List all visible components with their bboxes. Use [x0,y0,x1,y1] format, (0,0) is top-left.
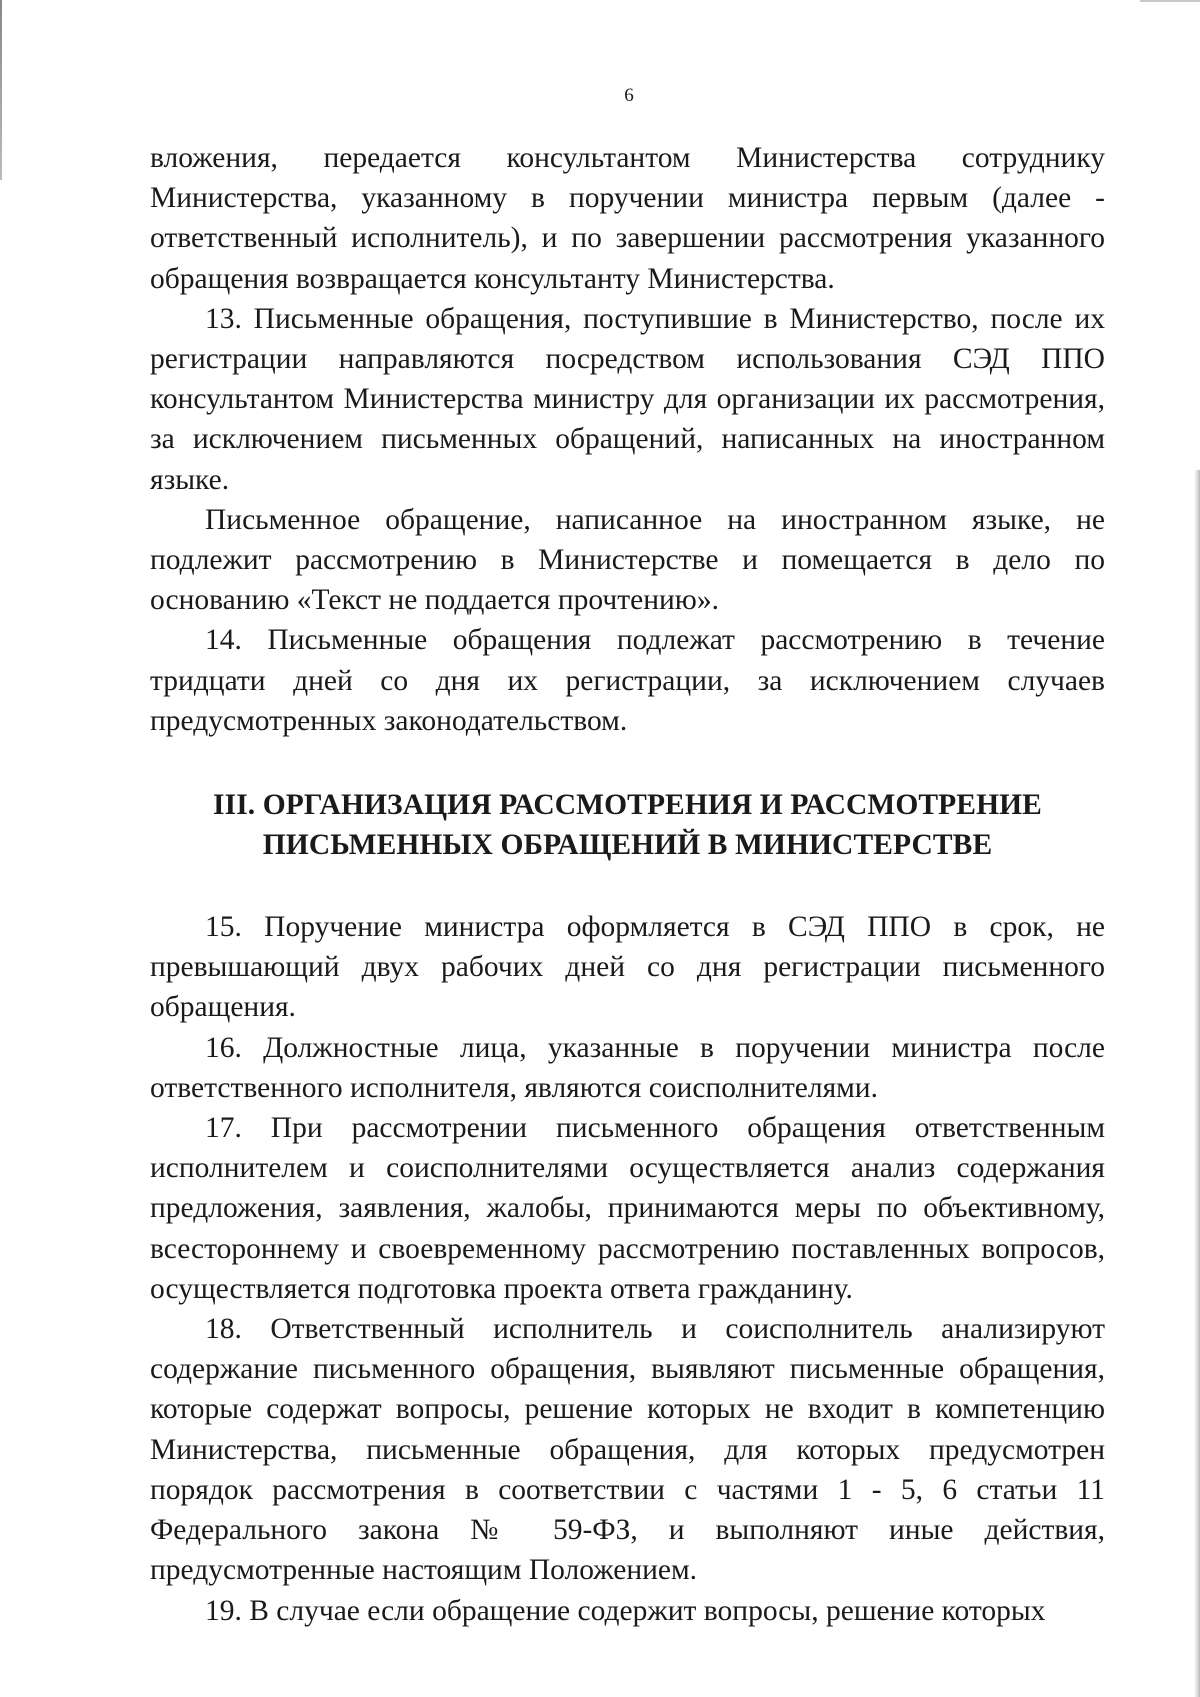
document-body [150,138,1105,1631]
section-heading-line-2: ПИСЬМЕННЫХ ОБРАЩЕНИЙ В МИНИСТЕРСТВЕ [262,829,993,862]
paragraph-continuation: вложения, передается консультантом Министерства сотруднику Министерства, указанному в поручении министра первым (далее - ответственный исполнитель), и по завершении рассмотрения указанного обращения возвращается консультанту Министерства. [150,142,1105,295]
paragraph-16: 16. Должностные лица, указанные в поручении министра после ответственного исполнителя, являются соисполнителями. [150,1031,1105,1104]
paragraph-19: 19. В случае если обращение содержит вопросы, решение которых [205,1594,1046,1627]
paragraph-13-foreign-language: Письменное обращение, написанное на иностранном языке, не подлежит рассмотрению в Министерстве и помещается в дело по основанию «Текст не поддается прочтению». [150,503,1105,617]
paragraph-13: 13. Письменные обращения, поступившие в Министерство, после их регистрации направляются посредством использования СЭД ППО консультантом Министерства министру для организации их рассмотрения, за исключением письменных обращений, написанных на иностранном языке. [150,302,1105,496]
paragraph-15: 15. Поручение министра оформляется в СЭД ППО в срок, не превышающий двух рабочих дней со дня регистрации письменного обращения. [150,911,1105,1024]
page-number: 6 [624,85,634,106]
section-heading [150,785,1105,865]
paragraph-18: 18. Ответственный исполнитель и соисполнитель анализируют содержание письменного обращения, выявляют письменные обращения, которые содержат вопросы, решение которых не входит в компетенцию Министерства, письменные обращения, для которых предусмотрен порядок рассмотрения в соответствии с частями 1 - 5, 6 статьи 11 Федерального закона № 59-ФЗ, и выполняют иные действия, предусмотренные настоящим Положением. [150,1313,1105,1587]
paragraph-14: 14. Письменные обращения подлежат рассмотрению в течение тридцати дней со дня их регистрации, за исключением случаев предусмотренных законодательством. [150,624,1105,737]
scan-edge-top-right [1140,0,1200,2]
section-heading-line-1: III. ОРГАНИЗАЦИЯ РАССМОТРЕНИЯ И РАССМОТРЕНИЕ [213,789,1042,822]
paragraph-17: 17. При рассмотрении письменного обращения ответственным исполнителем и соисполнителями осуществляется анализ содержания предложения, заявления, жалобы, принимаются меры по объективному, всестороннему и своевременному рассмотрению поставленных вопросов, осуществляется подготовка проекта ответа гражданину. [150,1112,1105,1305]
scan-edge-right [1194,470,1200,1697]
